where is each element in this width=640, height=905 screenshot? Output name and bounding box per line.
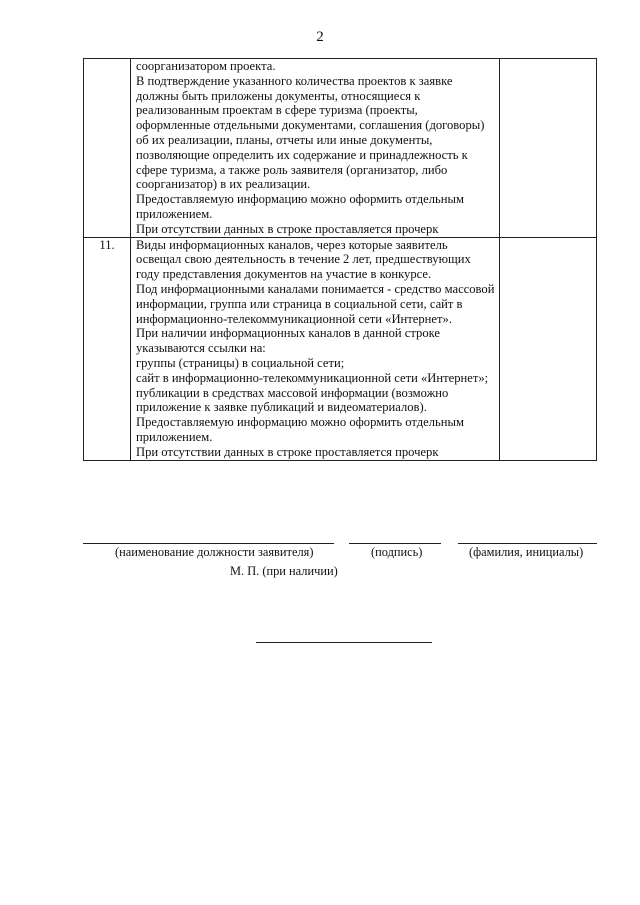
signature-line — [349, 543, 441, 544]
paragraph: При отсутствии данных в строке проставляется прочерк — [136, 221, 439, 236]
paragraph: Под информационными каналами понимается - средство массовой информации, группа или страница в социальной сети, сайт в информационно-телекоммуникационной сети «Интернет». — [136, 281, 495, 326]
row-number — [84, 59, 131, 238]
position-label: (наименование должности заявителя) — [115, 545, 314, 559]
paragraph: В подтверждение указанного количества проектов к заявке должны быть приложены документы, относящиеся к реализованным проектам в сфере туризма (проекты, оформленные отдельными документами, соглашения (договоры) об их реализации, планы, отчеты или иные документы, позволяющие определить их содержание и принадлежность к сфере туризма, а также роль заявителя (организатор, либо соорганизатор) в их реализации. — [136, 73, 485, 192]
paragraph: При отсутствии данных в строке проставляется прочерк — [136, 444, 439, 459]
paragraph: Виды информационных каналов, через которые заявитель освещал свою деятельность в течение 2 лет, предшествующих году представления документов на участие в конкурсе. — [136, 237, 471, 282]
table-row — [84, 59, 597, 238]
row-number: 11. — [84, 237, 131, 460]
page-number: 2 — [316, 29, 324, 45]
paragraph: публикации в средствах массовой информации (возможно приложение к заявке публикаций и видеоматериалов). — [136, 385, 449, 415]
row-value-cell — [500, 237, 597, 460]
table-row — [84, 237, 597, 460]
position-signature-line — [83, 543, 334, 544]
name-label: (фамилия, инициалы) — [469, 545, 584, 559]
row-description — [131, 237, 500, 460]
end-divider — [256, 642, 432, 643]
row-value-cell — [500, 59, 597, 238]
name-signature-line — [458, 543, 597, 544]
paragraph: Предоставляемую информацию можно оформить отдельным приложением. — [136, 415, 464, 444]
paragraph: Предоставляемую информацию можно оформить отдельным приложением. — [136, 192, 464, 221]
paragraph: соорганизатором проекта. — [136, 59, 276, 73]
paragraph: сайт в информационно-телекоммуникационной сети «Интернет»; — [136, 370, 489, 385]
paragraph: группы (страницы) в социальной сети; — [136, 355, 345, 370]
row-description — [131, 59, 500, 238]
application-form-table — [83, 58, 597, 461]
paragraph: При наличии информационных каналов в данной строке указываются ссылки на: — [136, 326, 441, 356]
stamp-note: М. П. (при наличии) — [230, 564, 338, 578]
signature-label: (подпись) — [371, 545, 423, 559]
